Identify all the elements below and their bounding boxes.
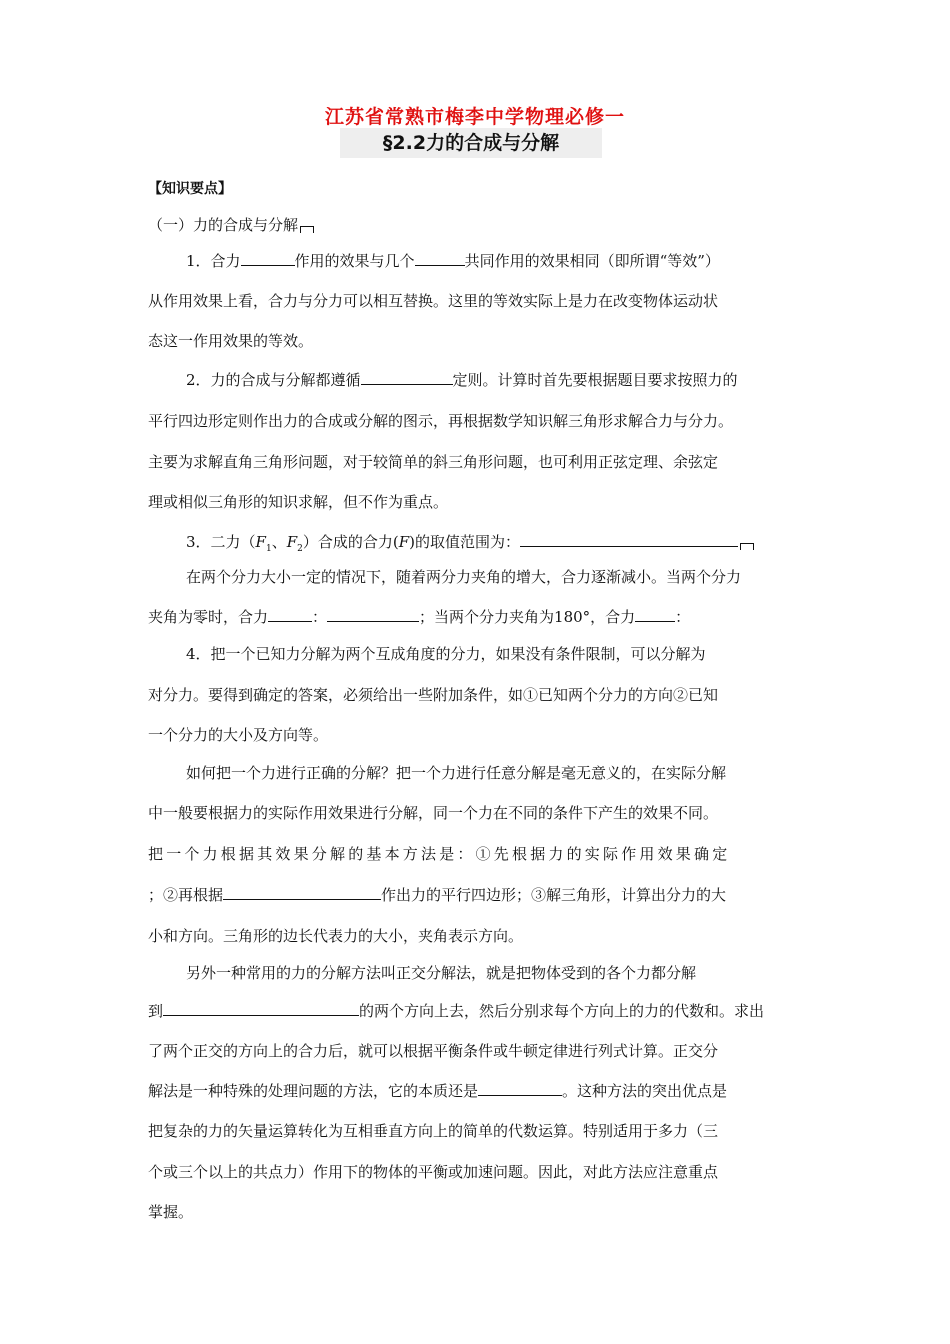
paragraph-6-line-1: 另外一种常用的力的分解方法叫正交分解法，就是把物体受到的各个力都分解 [186, 964, 697, 982]
text: 、 [271, 533, 287, 551]
edit-mark-icon [300, 226, 314, 233]
fill-blank [635, 607, 675, 622]
paragraph-3-line-3 [148, 606, 690, 627]
text: 共同作用的效果相同（即所谓“等效”） [464, 252, 720, 270]
edit-mark-icon [740, 543, 754, 550]
paragraph-6-line-6: 个或三个以上的共点力）作用下的物体的平衡或加速问题。因此，对此方法应注意重点 [148, 1163, 719, 1181]
paragraph-5-line-5: 小和方向。三角形的边长代表力的大小，夹角表示方向。 [148, 927, 524, 945]
paragraph-4-line-1: 4．把一个已知力分解为两个互成角度的分力，如果没有条件限制，可以分解为 [186, 645, 706, 663]
text: 到 [148, 1002, 164, 1020]
paragraph-1-line-2: 从作用效果上看，合力与分力可以相互替换。这里的等效实际上是力在改变物体运动状 [148, 292, 719, 310]
fill-blank [520, 532, 738, 547]
text: ： [675, 608, 691, 626]
text: 解法是一种特殊的处理问题的方法，它的本质还是 [148, 1082, 479, 1100]
text: ： [312, 608, 328, 626]
document-section-title: §2.2力的合成与分解 [340, 128, 602, 158]
text: ；②再根据 [148, 886, 224, 904]
force-symbol: F [286, 533, 298, 551]
paragraph-3-line-2: 在两个分力大小一定的情况下，随着两分力夹角的增大，合力逐渐减小。当两个分力 [186, 568, 742, 586]
subheading [148, 214, 314, 235]
fill-blank [223, 885, 381, 900]
text: ；当两个分力夹角为180°，合力 [419, 608, 636, 626]
paragraph-6-line-3: 了两个正交的方向上的合力后，就可以根据平衡条件或牛顿定律进行列式计算。正交分 [148, 1042, 719, 1060]
text: 的两个方向上去，然后分别求每个方向上的力的代数和。求出 [359, 1002, 765, 1020]
paragraph-6-line-7: 掌握。 [148, 1203, 194, 1221]
paragraph-6-line-4 [148, 1080, 727, 1101]
text: 3．二力（ [186, 533, 256, 551]
paragraph-2-line-1 [186, 369, 738, 390]
paragraph-6-line-2 [148, 1000, 764, 1021]
fill-blank [415, 251, 465, 266]
paragraph-2-line-3: 主要为求解直角三角形问题，对于较简单的斜三角形问题，也可利用正弦定理、余弦定 [148, 453, 719, 471]
paragraph-5-line-3: 把一个力根据其效果分解的基本方法是：①先根据力的实际作用效果确定 [148, 845, 731, 863]
subheading-text: （一）力的合成与分解 [148, 216, 299, 234]
fill-blank [478, 1081, 562, 1096]
paragraph-2-line-4: 理或相似三角形的知识求解，但不作为重点。 [148, 493, 449, 511]
text: 作出力的平行四边形；③解三角形，计算出分力的大 [381, 886, 727, 904]
paragraph-4-line-3: 一个分力的大小及方向等。 [148, 726, 329, 744]
paragraph-6-line-5: 把复杂的力的矢量运算转化为互相垂直方向上的简单的代数运算。特别适用于多力（三 [148, 1122, 719, 1140]
subscript: 2 [297, 544, 303, 554]
fill-blank [361, 370, 453, 385]
paragraph-4-line-2: 对分力。要得到确定的答案，必须给出一些附加条件，如①已知两个分力的方向②已知 [148, 686, 719, 704]
text: 定则。计算时首先要根据题目要求按照力的 [452, 371, 738, 389]
paragraph-3-line-1 [186, 531, 754, 554]
text: ）合成的合力( [302, 533, 399, 551]
fill-blank [241, 251, 295, 266]
fill-blank [268, 607, 312, 622]
paragraph-5-line-4 [148, 884, 726, 905]
force-symbol: F [398, 533, 410, 551]
section-heading: 【知识要点】 [148, 181, 232, 197]
fill-blank [327, 607, 419, 622]
text: )的取值范围为： [409, 533, 521, 551]
text: 2．力的合成与分解都遵循 [186, 371, 361, 389]
paragraph-5-line-2: 中一般要根据力的实际作用效果进行分解，同一个力在不同的条件下产生的效果不同。 [148, 804, 719, 822]
text: 作用的效果与几个 [294, 252, 415, 270]
force-symbol: F [255, 533, 266, 551]
paragraph-5-line-1: 如何把一个力进行正确的分解？把一个力进行任意分解是毫无意义的，在实际分解 [186, 764, 727, 782]
subscript: 1 [265, 544, 272, 554]
paragraph-1-line-3: 态这一作用效果的等效。 [148, 332, 314, 350]
document-school-title: 江苏省常熟市梅李中学物理必修一 [324, 106, 625, 128]
text: 夹角为零时，合力 [148, 608, 269, 626]
paragraph-1-line-1 [186, 250, 720, 271]
text: 1．合力 [186, 252, 241, 270]
paragraph-2-line-2: 平行四边形定则作出力的合成或分解的图示，再根据数学知识解三角形求解合力与分力。 [148, 412, 734, 430]
fill-blank [163, 1001, 359, 1016]
text: 。这种方法的突出优点是 [562, 1082, 728, 1100]
